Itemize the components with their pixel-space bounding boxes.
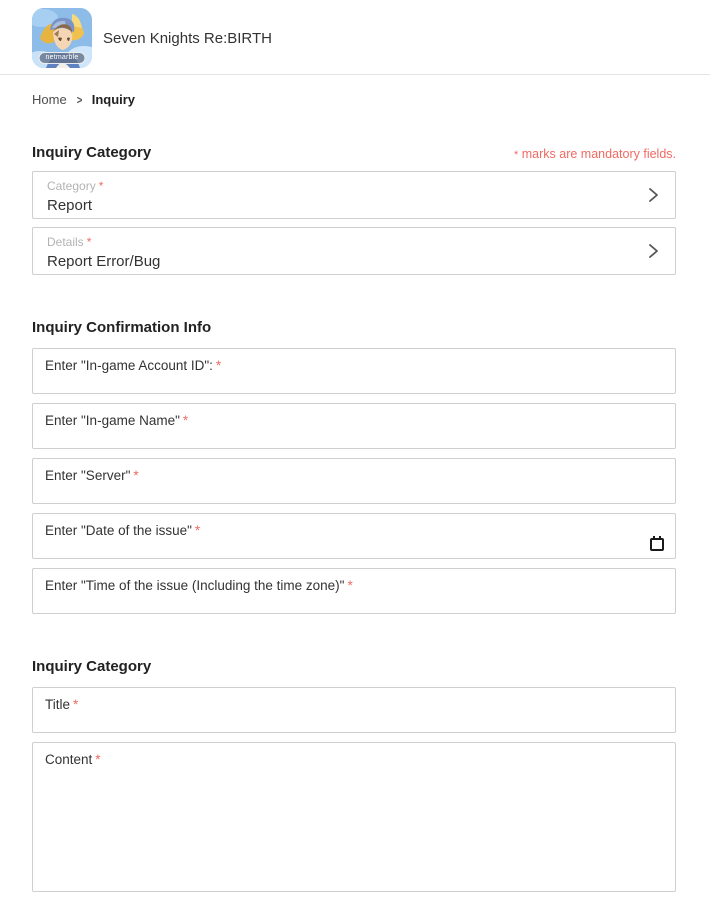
mandatory-note-text: marks are mandatory fields. [518,147,676,161]
mandatory-asterisk: * [514,149,519,161]
details-select-value: Report Error/Bug [47,253,161,270]
required-asterisk: * [133,468,139,483]
game-app-icon [32,8,92,68]
breadcrumb [0,75,710,107]
chevron-right-icon [648,187,659,203]
breadcrumb-current: Inquiry [91,92,136,107]
content-field[interactable] [32,742,676,892]
ingame-name-label: Enter "In-game Name" * [45,413,189,428]
account-id-input[interactable] [45,375,663,390]
form-content [0,144,710,902]
details-select[interactable] [32,227,676,275]
netmarble-badge: netmarble [39,52,86,64]
required-asterisk: * [86,235,92,249]
issue-date-label: Enter "Date of the issue" * [45,523,201,538]
chevron-right-icon [648,243,659,259]
calendar-icon[interactable] [649,535,665,552]
breadcrumb-chevron-icon: > [76,92,83,107]
account-id-label: Enter "In-game Account ID": * [45,358,222,373]
category-section-header [32,144,676,161]
ingame-name-input[interactable] [45,430,663,445]
content-label: Content * [45,752,101,767]
breadcrumb-home-link[interactable]: Home [32,92,67,107]
content-textarea[interactable] [45,770,663,887]
mandatory-note [514,147,676,161]
title-input[interactable] [45,714,663,729]
ingame-name-field[interactable] [32,403,676,449]
server-field[interactable] [32,458,676,504]
required-asterisk: * [215,358,222,373]
category-select[interactable] [32,171,676,219]
server-input[interactable] [45,485,663,500]
issue-time-label: Enter "Time of the issue (Including the time zone)" * [45,578,353,593]
app-header [0,0,710,74]
required-asterisk: * [182,413,189,428]
category-select-value: Report [47,197,93,214]
issue-date-field[interactable] [32,513,676,559]
details-select-label: Details * [47,235,92,249]
confirmation-section-heading: Inquiry Confirmation Info [32,319,212,336]
required-asterisk: * [98,179,104,193]
server-label: Enter "Server" * [45,468,139,483]
content-section-heading: Inquiry Category [32,658,152,675]
category-select-label: Category * [47,179,104,193]
required-asterisk: * [95,752,101,767]
required-asterisk: * [73,697,79,712]
title-field[interactable] [32,687,676,733]
required-asterisk: * [194,523,201,538]
issue-time-field[interactable] [32,568,676,614]
title-label: Title * [45,697,79,712]
issue-date-input[interactable] [45,540,663,555]
app-title: Seven Knights Re:BIRTH [103,29,272,47]
account-id-field[interactable] [32,348,676,394]
issue-time-input[interactable] [45,595,663,610]
required-asterisk: * [347,578,353,593]
category-section-heading: Inquiry Category [32,144,152,161]
